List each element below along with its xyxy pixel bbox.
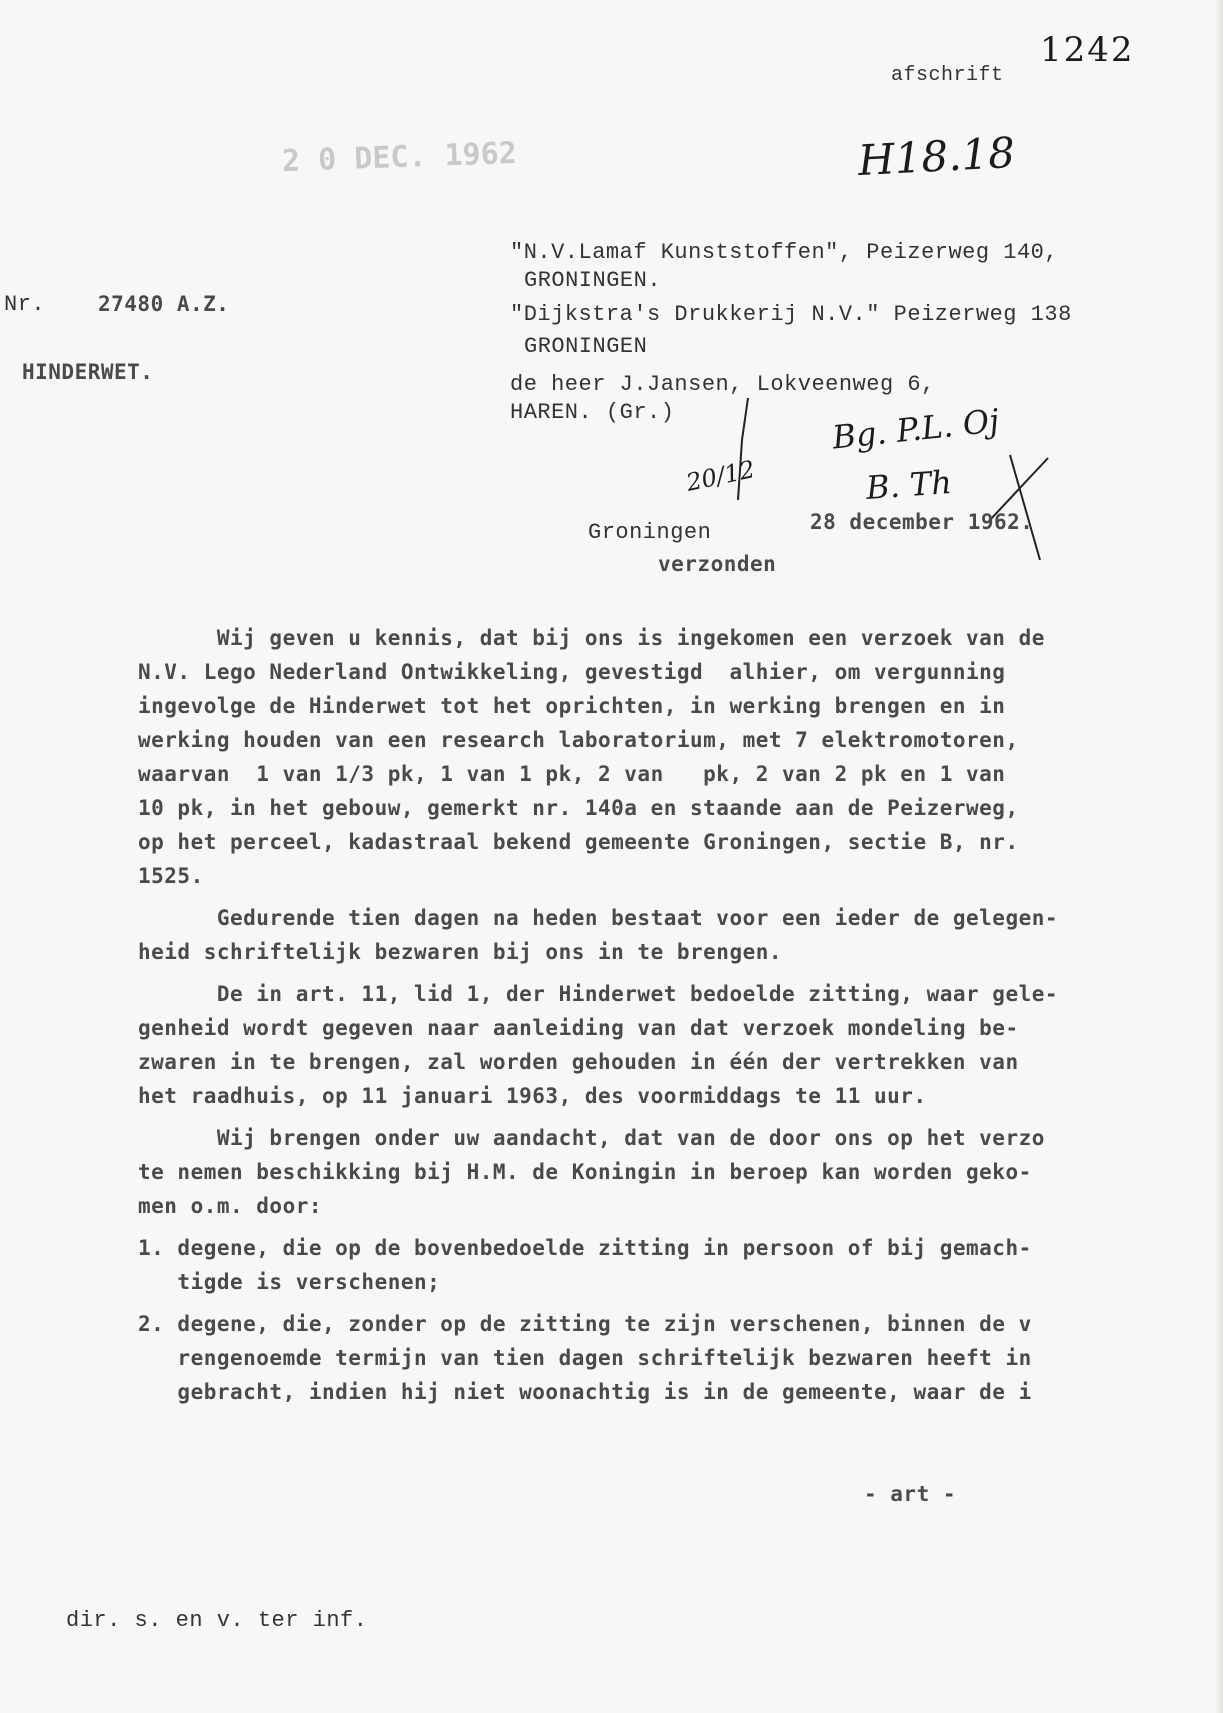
body-line: ingevolge de Hinderwet tot het oprichten, in werking brengen en in: [138, 694, 1006, 718]
body-line: genheid wordt gegeven naar aanleiding van dat verzoek mondeling be-: [138, 1016, 1019, 1040]
continuation-marker: - art -: [864, 1482, 957, 1506]
body-line: Wij geven u kennis, dat bij ons is ingekomen een verzoek van de: [138, 626, 1045, 650]
dateline-date: 28 december 1962.: [810, 510, 1034, 534]
addressee-1-line1: "N.V.Lamaf Kunststoffen", Peizerweg 140,: [510, 240, 1059, 265]
body-line: rengenoemde termijn van tien dagen schriftelijk bezwaren heeft in: [138, 1346, 1032, 1370]
nr-value: 27480 A.Z.: [98, 292, 230, 316]
addressee-1-line2: GRONINGEN.: [524, 268, 662, 293]
addressee-2-line1: "Dijkstra's Drukkerij N.V." Peizerweg 138: [510, 302, 1072, 327]
handwritten-code: H18.18: [856, 127, 1017, 186]
received-date-stamp: 2 0 DEC. 1962: [281, 135, 518, 180]
body-line: zwaren in te brengen, zal worden gehouden in één der vertrekken van: [138, 1050, 1019, 1074]
body-line: heid schriftelijk bezwaren bij ons in te brengen.: [138, 940, 783, 964]
body-line: 1525.: [138, 864, 204, 888]
body-line: waarvan 1 van 1/3 pk, 1 van 1 pk, 2 van pk, 2 van 2 pk en 1 van: [138, 762, 1006, 786]
body-line: werking houden van een research laboratorium, met 7 elektromotoren,: [138, 728, 1019, 752]
letter-body: [138, 626, 1198, 1404]
body-line: 10 pk, in het gebouw, gemerkt nr. 140a en staande aan de Peizerweg,: [138, 796, 1019, 820]
body-line: op het perceel, kadastraal bekend gemeente Groningen, sectie B, nr.: [138, 830, 1019, 854]
nr-label: Nr.: [4, 292, 46, 317]
body-line: De in art. 11, lid 1, der Hinderwet bedoelde zitting, waar gele-: [138, 982, 1059, 1006]
body-line: het raadhuis, op 11 januari 1963, des voormiddags te 11 uur.: [138, 1084, 927, 1108]
initials-line-2: B. Th: [864, 463, 954, 507]
subject-label: HINDERWET.: [22, 360, 154, 384]
dateline-place: Groningen: [588, 520, 712, 545]
body-line: 2. degene, die, zonder op de zitting te zijn verschenen, binnen de v: [138, 1312, 1032, 1336]
body-line: Wij brengen onder uw aandacht, dat van de door ons op het verzo: [138, 1126, 1045, 1150]
afschrift-label: afschrift: [891, 64, 1004, 87]
addressee-3-line2: HAREN. (Gr.): [510, 400, 675, 425]
body-line: gebracht, indien hij niet woonachtig is in de gemeente, waar de i: [138, 1380, 1032, 1404]
distribution-footer: dir. s. en v. ter inf.: [66, 1608, 368, 1633]
addressee-3-line1: de heer J.Jansen, Lokveenweg 6,: [510, 372, 935, 397]
dateline-sent: verzonden: [658, 552, 777, 576]
initials-line-1: Bg. P.L. Oj: [830, 401, 1001, 457]
body-line: 1. degene, die op de bovenbedoelde zitting in persoon of bij gemach-: [138, 1236, 1032, 1260]
body-line: Gedurende tien dagen na heden bestaat voor een ieder de gelegen-: [138, 906, 1059, 930]
body-line: men o.m. door:: [138, 1194, 323, 1218]
body-line: N.V. Lego Nederland Ontwikkeling, gevestigd alhier, om vergunning: [138, 660, 1006, 684]
body-line: tigde is verschenen;: [138, 1270, 441, 1294]
date-scribble: 20/12: [683, 455, 758, 497]
handwritten-number: 1242: [1040, 30, 1135, 70]
addressee-2-line2: GRONINGEN: [524, 334, 648, 359]
body-line: te nemen beschikking bij H.M. de Koningin in beroep kan worden geko-: [138, 1160, 1032, 1184]
